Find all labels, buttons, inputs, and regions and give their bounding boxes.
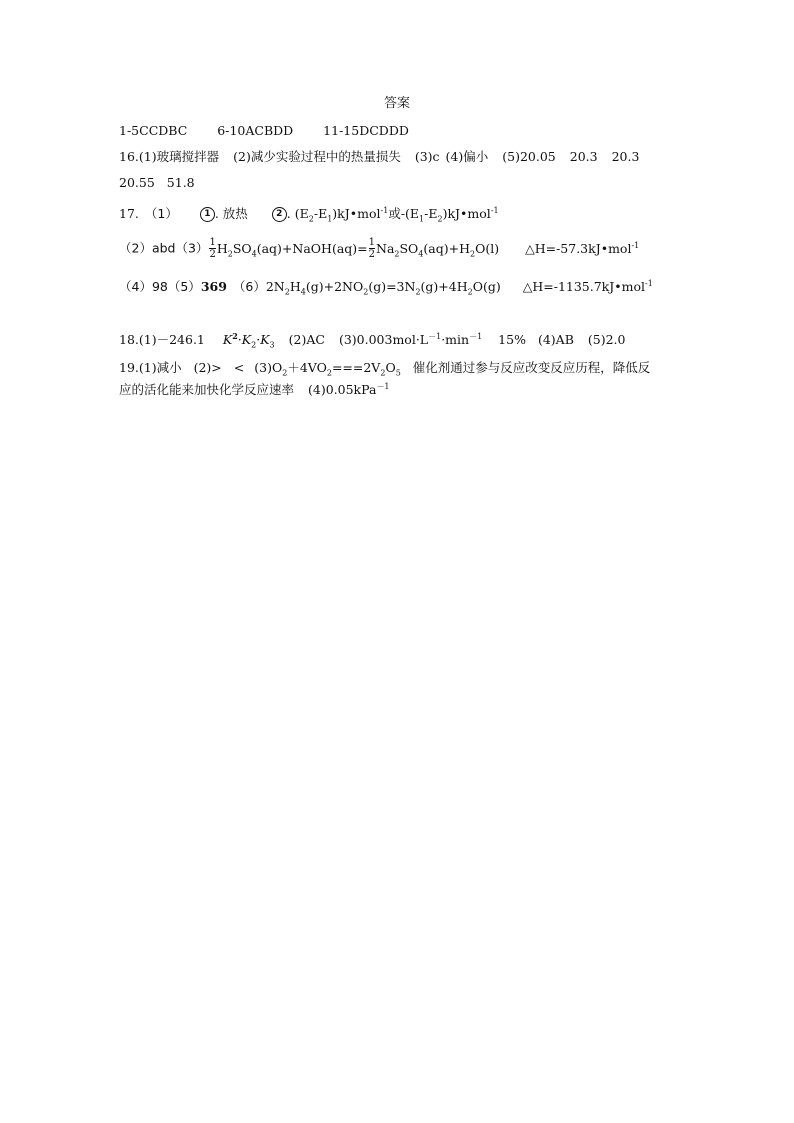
page-title: 答案 bbox=[384, 96, 411, 111]
q19-part4: (4)0.05kPa$^{-1}$ bbox=[308, 381, 390, 397]
q19-line2 bbox=[119, 381, 390, 397]
q17-label: 17. bbox=[119, 206, 139, 221]
q16-part2: (2)减少实验过程中的热量损失 bbox=[233, 149, 401, 164]
q17-reaction: $2N_2H_4(g)+2NO_2(g)=3N_2(g)+4H_2O(g)$ bbox=[265, 279, 501, 297]
q16-line2 bbox=[119, 177, 195, 190]
circled-number-2: 2 bbox=[272, 207, 287, 222]
q18-part2: (2)AC bbox=[288, 332, 325, 347]
q17-line2 bbox=[119, 238, 639, 260]
q19-part3: $(3)O_2+4VO_2===2V_2O_5$ bbox=[254, 360, 401, 378]
q17-answer2: . $(E_2-E_1)kJ•mol^{-1}$或$-(E_1-E_2)kJ•mol^{-1}$ bbox=[286, 205, 499, 224]
q18-part3: $(3)0.003mol\cdot L^{-1}\cdot\min^{-1}$ bbox=[338, 331, 483, 347]
q17-line3 bbox=[119, 278, 653, 297]
q17-part6: （6） bbox=[232, 279, 266, 294]
q17-neutralization-equation: $H_2SO_4(aq)+NaOH(aq)=$ bbox=[216, 240, 368, 258]
q16-value3: 20.3 bbox=[611, 149, 640, 164]
q19-part2: (2)> bbox=[193, 360, 222, 375]
q17-answer1: . 放热 bbox=[214, 206, 248, 221]
q18-part5: (5)2.0 bbox=[587, 332, 626, 347]
q18-part1: 18.(1)－246.1 bbox=[119, 332, 205, 347]
q17-part4-5: （4）98（5） bbox=[119, 279, 201, 294]
q16-value5: 51.8 bbox=[166, 175, 195, 190]
mc-11-15: 11-15DCDDD bbox=[323, 123, 409, 138]
q16-part5: (5)20.05 bbox=[502, 149, 556, 164]
q16-label: 16. bbox=[119, 149, 139, 164]
fraction-half: $\frac{1}{2}$ bbox=[209, 237, 216, 260]
q17-enthalpy-2: △H=-1135.7kJ•mol$^{-1}$ bbox=[522, 278, 653, 294]
q19-explanation: 催化剂通过参与反应改变反应历程，降低反 bbox=[412, 360, 651, 375]
q17-enthalpy-1: △H=-57.3kJ•mol$^{-1}$ bbox=[525, 240, 640, 256]
q16-line1 bbox=[119, 151, 639, 164]
q17-equation-products: $Na_2SO_4(aq)+H_2O(l)$ bbox=[376, 240, 500, 258]
q17-line1 bbox=[119, 207, 499, 222]
fraction-half: $\frac{1}{2}$ bbox=[368, 237, 375, 260]
circled-number-1: 1 bbox=[200, 207, 215, 222]
q16-value2: 20.3 bbox=[569, 149, 598, 164]
q16-part1: (1)玻璃搅拌器 bbox=[138, 149, 220, 164]
q17-part1: （1） bbox=[144, 206, 178, 221]
q18-percent: 15% bbox=[498, 332, 526, 347]
q16-part3: (3)c bbox=[414, 149, 440, 164]
q17-part2-3: （2）abd（3） bbox=[119, 240, 209, 256]
q19-line1 bbox=[119, 360, 651, 378]
q16-value4: 20.55 bbox=[119, 175, 155, 190]
q19-part1: 19.(1)减小 bbox=[119, 360, 182, 375]
q19-explanation-cont: 应的活化能来加快化学反应速率 bbox=[119, 382, 295, 397]
q17-answer5: 369 bbox=[200, 279, 227, 294]
mc-1-5: 1-5CCDBC bbox=[119, 123, 188, 138]
q18-part4: (4)AB bbox=[537, 332, 574, 347]
q16-part4: (4)偏小 bbox=[445, 149, 489, 164]
q18-line bbox=[119, 330, 626, 350]
mc-answers bbox=[119, 125, 409, 138]
mc-6-10: 6-10ACBDD bbox=[217, 123, 294, 138]
q18-k-expression: $K^2\cdot K_2\cdot K_3$ bbox=[222, 330, 275, 350]
q19-part2b: < bbox=[233, 360, 245, 375]
